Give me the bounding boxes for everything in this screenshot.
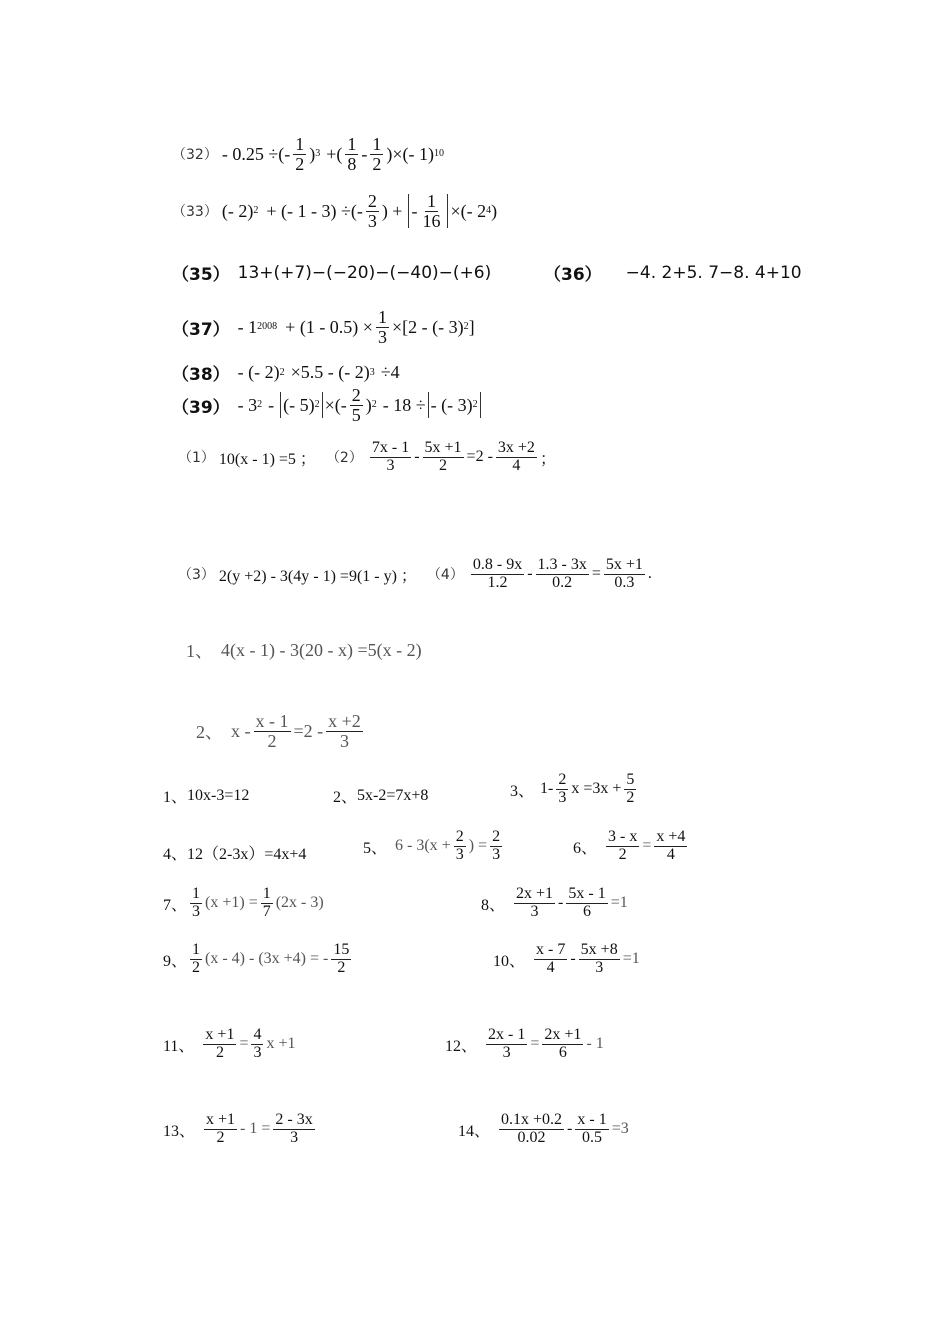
expr-part: - — [411, 200, 418, 221]
expr-part: (x - 4) - (3x +4) = - — [205, 950, 329, 968]
expr-part: - 1 — [586, 1035, 604, 1053]
problem-label: 8、 — [481, 896, 506, 914]
fraction: $\frac{x +2}{3}$ — [328, 711, 361, 751]
problem-38: （38） - (- 2) 2 ×5.5 - (- 2) 3 ÷4 — [172, 362, 400, 385]
equation-set-1 — [178, 440, 556, 475]
abs-bar-left — [280, 392, 281, 418]
expr-part: - — [567, 1120, 573, 1138]
equation: 10(x - 1) =5 ； — [218, 450, 316, 468]
problem-label: 14、 — [458, 1122, 491, 1140]
expr-part: ) — [491, 200, 498, 221]
fraction: $\frac{x - 1}{0.5}$ — [577, 1111, 607, 1146]
expr-part: = — [530, 1035, 540, 1053]
expr-part: x - — [231, 720, 251, 741]
expr-part: ) — [365, 394, 372, 415]
expr-part: =1 — [622, 950, 640, 968]
exercise-13 — [163, 1112, 318, 1147]
fraction: $\frac{5x - 1}{6}$ — [568, 885, 606, 920]
expression: −4. 2+5. 7−8. 4+10 — [625, 262, 802, 283]
problem-36 — [544, 260, 802, 285]
problem-35 — [172, 260, 491, 285]
fraction: $\frac{2x +1}{3}$ — [516, 885, 554, 920]
expr-part: - (- 2) — [237, 362, 280, 382]
expr-part: ) = — [468, 837, 488, 855]
expr-part: x +1 — [266, 1035, 296, 1053]
expr-part: - 1 = — [240, 1120, 271, 1138]
expr-part: ×(- — [324, 394, 347, 415]
expr-part: . — [647, 565, 652, 583]
expr-part: - — [558, 894, 564, 912]
expr-part: ×(- 2 — [450, 200, 487, 221]
equation: 10x-3=12 — [187, 786, 250, 804]
problem-label: 5、 — [363, 839, 388, 857]
fraction: $\frac{3x +2}{4}$ — [497, 439, 535, 474]
fraction: $\frac{2x - 1}{3}$ — [488, 1026, 526, 1061]
problem-39: （39） - 3 2 - (- 5) 2 ×(- $\frac{2}{5}$ ) 2 - 18 ÷ - (- 3) 2 — [172, 386, 483, 425]
problem-label: （2） — [325, 450, 363, 467]
expr-part: ； — [539, 450, 556, 468]
exercise-t1 — [186, 637, 422, 663]
expr-part: )×(- 1) — [386, 143, 434, 164]
exercise-12 — [445, 1027, 604, 1062]
expression: 13+(+7)−(−20)−(−40)−(+6) — [237, 262, 492, 283]
fraction: $\frac{2}{3}$ — [455, 828, 464, 863]
exercise-2 — [333, 784, 428, 807]
problem-label: 7、 — [163, 896, 188, 914]
problem-label: （33） — [172, 204, 218, 221]
fraction: $\frac{x +4}{4}$ — [656, 828, 686, 863]
problem-label: （39） — [172, 397, 230, 418]
problem-label: 10、 — [493, 952, 526, 970]
problem-label: （37） — [172, 319, 230, 340]
problem-label: （3） — [178, 567, 215, 584]
expr-part: =1 — [610, 894, 628, 912]
exercise-8 — [481, 886, 628, 921]
expr-part: + (- 1 - 3) ÷(- — [266, 200, 363, 221]
expr-part: - — [527, 565, 533, 583]
exercise-10 — [493, 942, 640, 977]
expr-part: + (1 - 0.5) × — [285, 316, 373, 337]
fraction: $\frac{1.3 - 3x}{0.2}$ — [537, 556, 587, 591]
expr-part: 1- — [540, 780, 554, 798]
expr-part: (2x - 3) — [275, 894, 324, 912]
expr-part: =2 - — [293, 720, 324, 741]
exercise-5 — [363, 829, 505, 864]
problem-32: （32） - 0.25 ÷(- $\frac{1}{2}$ ) 3 +( $\frac{1}{8}$ - $\frac{1}{2}$ )×(- 1) 10 — [172, 134, 444, 174]
problem-label: （38） — [172, 365, 230, 385]
exercise-4 — [163, 841, 306, 864]
problem-label: 11、 — [163, 1037, 195, 1055]
fraction: $\frac{5x +1}{2}$ — [424, 439, 462, 474]
exercise-9 — [163, 942, 354, 977]
fraction: $\frac{x - 7}{4}$ — [536, 941, 566, 976]
exercise-11 — [163, 1027, 296, 1062]
abs-bar-right — [480, 392, 481, 418]
expr-part: ×[2 - (- 3) — [391, 316, 464, 337]
expr-part: (- 2) — [221, 200, 254, 221]
expr-part: +( — [326, 143, 343, 164]
expr-part: = — [591, 565, 601, 583]
equation: 4(x - 1) - 3(20 - x) =5(x - 2) — [221, 639, 422, 660]
fraction: $\frac{2}{3}$ — [492, 828, 501, 863]
expr-part: ÷4 — [380, 362, 400, 382]
expr-part: - 1 — [237, 316, 258, 337]
equation-set-2 — [178, 557, 652, 592]
expr-part: - 18 ÷ — [382, 394, 426, 415]
expr-part: ] — [468, 316, 475, 337]
fraction: $\frac{2}{3}$ — [367, 191, 377, 231]
problem-37: （37） - 1 2008 + (1 - 0.5) × $\frac{1}{3}$ ×[2 - (- 3) 2 ] — [172, 307, 475, 347]
fraction: $\frac{x - 1}{2}$ — [255, 711, 289, 751]
problem-label: （1） — [178, 450, 215, 467]
problem-label: （32） — [172, 147, 218, 164]
expr-part: - 0.25 ÷(- — [221, 143, 291, 164]
expr-part: =3 — [611, 1120, 629, 1138]
problem-33: （33） (- 2) 2 + (- 1 - 3) ÷(- $\frac{2}{3}$ ) + - $\frac{1}{16}$ ×(- 2 4 ) — [172, 191, 498, 231]
problem-label: 2、 — [333, 789, 358, 806]
fraction: $\frac{4}{3}$ — [253, 1026, 262, 1061]
fraction: $\frac{1}{16}$ — [422, 191, 441, 231]
equation: 5x-2=7x+8 — [357, 786, 429, 804]
fraction: $\frac{1}{2}$ — [295, 134, 305, 174]
exercise-6 — [573, 829, 690, 864]
problem-label: 3、 — [510, 782, 535, 800]
fraction: $\frac{5x +8}{3}$ — [580, 941, 618, 976]
abs-bar-left — [428, 392, 429, 418]
exercise-7 — [163, 886, 324, 921]
expr-part: - — [414, 448, 420, 466]
problem-label: （35） — [172, 265, 230, 285]
exercise-1 — [163, 784, 249, 807]
problem-label: （4） — [426, 567, 464, 584]
expr-part: - — [361, 143, 368, 164]
expr-part: =2 - — [466, 448, 493, 466]
problem-label: 6、 — [573, 839, 598, 857]
expr-part: x =3x + — [571, 780, 622, 798]
expr-part: = — [642, 837, 652, 855]
expr-part: - — [268, 394, 275, 415]
fraction: $\frac{2}{3}$ — [558, 771, 567, 806]
fraction: $\frac{7x - 1}{3}$ — [371, 439, 410, 474]
fraction: $\frac{1}{3}$ — [377, 307, 387, 347]
problem-label: （36） — [544, 265, 602, 285]
exercise-3 — [510, 772, 639, 807]
expr-part: (- 5) — [283, 394, 315, 415]
fraction: $\frac{1}{2}$ — [372, 134, 382, 174]
fraction: $\frac{0.1x +0.2}{0.02}$ — [501, 1111, 563, 1146]
problem-label: 1、 — [186, 641, 213, 661]
fraction: $\frac{1}{8}$ — [347, 134, 357, 174]
problem-label: 13、 — [163, 1122, 196, 1140]
fraction: $\frac{1}{2}$ — [192, 941, 201, 976]
equation: 2(y +2) - 3(4y - 1) =9(1 - y) ； — [218, 567, 417, 585]
expr-part: - — [570, 950, 576, 968]
expr-part: = — [239, 1035, 249, 1053]
fraction: $\frac{2x +1}{6}$ — [544, 1026, 582, 1061]
fraction: $\frac{x +1}{2}$ — [206, 1111, 236, 1146]
problem-label: 12、 — [445, 1037, 478, 1055]
problem-label: 9、 — [163, 952, 188, 970]
fraction: $\frac{0.8 - 9x}{1.2}$ — [472, 556, 523, 591]
expr-part: 6 - 3(x + — [395, 837, 451, 855]
expr-part: (x +1) = — [205, 894, 258, 912]
problem-label: 4、 — [163, 846, 188, 863]
abs-bar-right — [447, 194, 448, 228]
problem-label: 2、 — [196, 722, 223, 743]
fraction: $\frac{x +1}{2}$ — [205, 1026, 235, 1061]
exercise-t2 — [196, 712, 366, 751]
expr-part: ×5.5 - (- 2) — [290, 362, 370, 382]
expr-part: - 3 — [237, 394, 258, 415]
exercise-14 — [458, 1112, 629, 1147]
expr-part: ) + — [381, 200, 403, 221]
fraction: $\frac{2}{5}$ — [351, 385, 361, 425]
fraction: $\frac{2 - 3x}{3}$ — [275, 1111, 313, 1146]
abs-bar-left — [408, 194, 409, 228]
fraction: $\frac{1}{3}$ — [192, 885, 201, 920]
problem-label: 1、 — [163, 789, 188, 806]
fraction: $\frac{1}{7}$ — [262, 885, 271, 920]
abs-bar-right — [322, 392, 323, 418]
fraction: $\frac{5}{2}$ — [626, 771, 635, 806]
fraction: $\frac{5x +1}{0.3}$ — [605, 556, 643, 591]
fraction: $\frac{15}{2}$ — [333, 941, 350, 976]
equation: 12（2-3x）=4x+4 — [187, 846, 307, 863]
fraction: $\frac{3 - x}{2}$ — [608, 828, 638, 863]
expr-part: - (- 3) — [430, 394, 473, 415]
